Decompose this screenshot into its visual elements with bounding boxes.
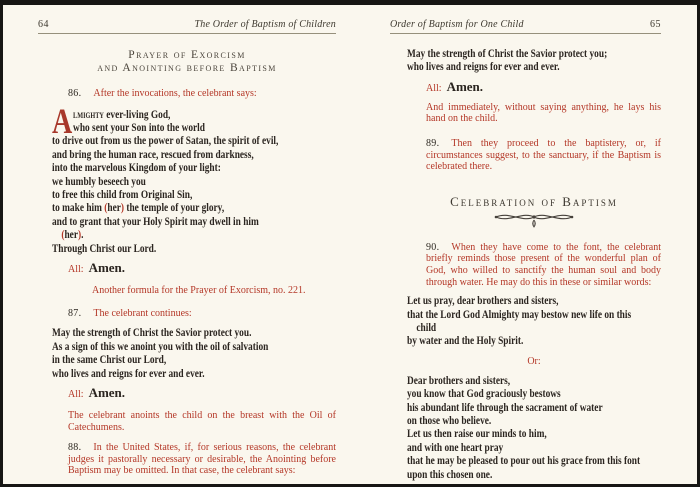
period: . <box>81 227 84 242</box>
rubric-text-88: In the United States, if, for serious reasons, the celebrant judges it pastorally necessary or desirable, the Anointing before Baptism may be omitted. In that case, the celebrant says: <box>68 442 336 477</box>
first-word-smallcaps: lmighty <box>73 106 104 121</box>
prayer-line: As a sign of this we anoint you with the oil of salvation <box>52 338 269 353</box>
right-running-head <box>390 19 661 34</box>
prayer-line: and to grant that your Holy Spirit may dwell in him <box>52 213 259 228</box>
prayer-line: May the strength of Christ the Savior protect you; <box>407 46 608 60</box>
prayer-line: to drive out from us the power of Satan, the spirit of evil, <box>52 133 279 148</box>
right-running-title: Order of Baptism for One Child <box>390 19 524 30</box>
rubric-lays-hand: And immediately, without saying anything, he lays his hand on the child. <box>426 101 661 125</box>
first-line-rest: ever-living God, <box>103 106 171 121</box>
rubric-88 <box>68 442 336 477</box>
prayer-line: in the same Christ our Lord, <box>52 352 167 367</box>
all-label: All: <box>426 82 442 94</box>
rubric-number-86: 86. <box>68 88 82 99</box>
prayer-line: into the marvelous Kingdom of your light: <box>52 160 221 175</box>
invitation-prayer <box>407 294 682 348</box>
rubric-number-90: 90. <box>426 241 440 253</box>
rubric-number-89: 89. <box>426 138 440 149</box>
anointing-prayer <box>52 326 354 380</box>
prayer-line: May the strength of Christ the Savior protect you. <box>52 325 252 340</box>
prayer-line <box>73 108 205 121</box>
prayer-line: upon this chosen one. <box>407 466 493 481</box>
or-label: Or: <box>527 355 541 367</box>
section-heading-exorcism <box>38 49 336 75</box>
ornament-flourish-icon <box>407 209 661 236</box>
left-page <box>3 5 350 484</box>
prayer-line: Let us pray, dear brothers and sisters, <box>407 293 559 308</box>
prayer-line: who lives and reigns for ever and ever. <box>52 365 205 380</box>
heading-line-1: Prayer of Exorcism <box>128 49 246 61</box>
all-label: All: <box>68 263 84 275</box>
right-page <box>350 5 697 484</box>
prayer-line: on those who believe. <box>407 413 492 427</box>
red-paren-open: ( <box>104 200 108 215</box>
her-word: her <box>107 200 121 215</box>
heading-line-2: and Anointing before Baptism <box>97 62 277 74</box>
prayer-line: to free this child from Original Sin, <box>52 186 193 201</box>
strength-prayer <box>407 47 682 74</box>
prayer-line-her-option <box>61 228 354 241</box>
prayer-line: we humbly beseech you <box>52 173 146 188</box>
rubric-90 <box>426 242 661 288</box>
prayer-line-wrapped: child <box>416 319 437 334</box>
amen-text: Amen. <box>446 78 484 94</box>
prayer-line: Dear brothers and sisters, <box>407 372 511 387</box>
red-paren-close: ) <box>120 200 125 215</box>
line-post: the temple of your glory, <box>124 200 225 215</box>
right-page-number: 65 <box>650 19 661 30</box>
rubric-number-88: 88. <box>68 442 82 454</box>
rubric-87 <box>68 308 336 320</box>
red-paren-close: ) <box>77 227 82 242</box>
red-paren-open: ( <box>61 227 65 242</box>
prayer-line: you know that God graciously bestows <box>407 386 561 401</box>
rubric-text-89: Then they proceed to the baptistery, or, if circumstances suggest, to the sanctuary, if the Baptism is celebrated there. <box>426 138 661 173</box>
all-label: All: <box>68 389 84 401</box>
rubric-text-90: When they have come to the font, the celebrant briefly reminds those present of the wonderful plan of God, who willed to sanctify the human soul and body through water. He may do this in these or similar words: <box>426 241 661 288</box>
prayer-line: that the Lord God Almighty may bestow new life on this <box>407 306 632 321</box>
dropcap-letter: A <box>52 100 73 141</box>
response-amen-2 <box>68 385 336 401</box>
amen-text: Amen. <box>88 385 126 401</box>
prayer-line: who lives and reigns for ever and ever. <box>407 59 560 74</box>
prayer-line: who sent your Son into the world <box>73 119 205 134</box>
rubric-number-87: 87. <box>68 307 82 319</box>
rubric-anointing: The celebrant anoints the child on the breast with the Oil of Catechumens. <box>68 410 336 433</box>
line-pre: to make him <box>52 200 105 215</box>
left-running-head <box>38 19 336 34</box>
alternative-prayer <box>407 374 682 481</box>
response-amen-1 <box>68 260 336 276</box>
rubric-89 <box>426 138 661 173</box>
her-word: her <box>64 227 78 242</box>
amen-text: Amen. <box>88 259 126 275</box>
rubric-text-87: The celebrant continues: <box>93 307 192 319</box>
prayer-line: Let us then raise our minds to him, <box>407 426 547 441</box>
rubric-text-86: After the invocations, the celebrant says: <box>93 88 257 99</box>
section-heading-celebration: Celebration of Baptism <box>450 193 618 209</box>
prayer-line: his abundant life through the sacrament of water <box>407 399 603 414</box>
another-formula-note: Another formula for the Prayer of Exorcism, no. 221. <box>92 284 306 296</box>
left-running-title: The Order of Baptism of Children <box>194 19 336 30</box>
prayer-line-her-option <box>52 201 354 214</box>
left-page-number: 64 <box>38 19 49 30</box>
prayer-line: and with one heart pray <box>407 439 504 454</box>
prayer-line: and bring the human race, rescued from darkness, <box>52 146 254 161</box>
exorcism-prayer <box>52 100 354 255</box>
response-amen-3 <box>426 79 661 95</box>
prayer-line: by water and the Holy Spirit. <box>407 333 524 348</box>
rubric-86 <box>68 88 336 100</box>
prayer-line: that he may be pleased to pour out his grace from this font <box>407 453 641 468</box>
prayer-line: Through Christ our Lord. <box>52 240 157 255</box>
dropcap-lines <box>73 108 205 135</box>
